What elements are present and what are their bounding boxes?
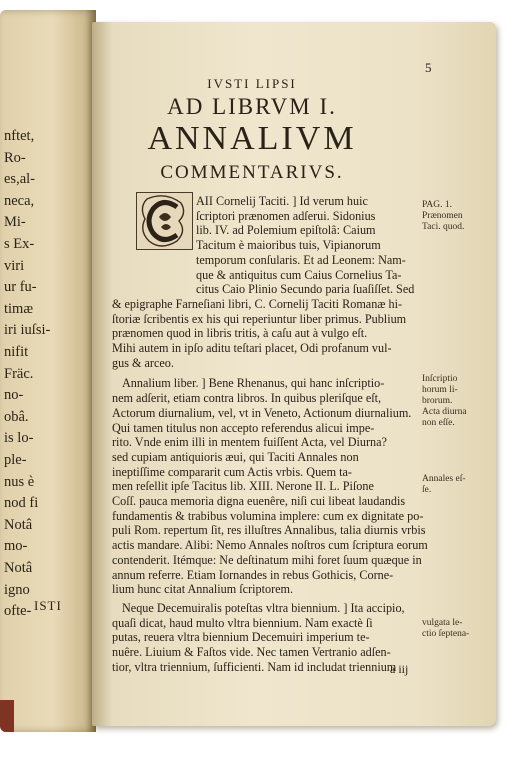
- body-text-line: quaſi dicat, haud multo vltra biennium. Nam exactè ſi: [112, 615, 373, 630]
- body-text-line: tior, vltra triennium, ſufficienti. Nam id includat triennium: [112, 659, 397, 674]
- body-text-line: Mihi autem in ipſo aditu teſtari placet, Odi profanum vul-: [112, 341, 392, 355]
- margin-note-line: ctio ſeptena-: [422, 629, 470, 639]
- ornamental-initial-c-icon: [136, 192, 193, 250]
- left-page-text-line: ple-: [4, 452, 27, 468]
- left-page-text-line: neca,: [4, 192, 35, 209]
- left-page-text-line: nus è: [4, 473, 35, 490]
- margin-note-line: PAG. 1.: [422, 200, 453, 210]
- body-text-line: prænomen quod in libris tritis, à caſu aut à vulgo eſt.: [112, 326, 368, 341]
- left-page-text-line: Notâ: [4, 560, 33, 576]
- body-text-line: que & antiquitus cum Caius Cornelius Ta-: [196, 267, 402, 282]
- body-text-line: sed cupiam antiquioris æui, qui Taciti Annales non: [112, 449, 359, 464]
- left-page-text-line: iri iuſsi-: [4, 322, 51, 339]
- left-page-text-line: Ro-: [4, 149, 26, 166]
- body-text-line: Tacitum è maioribus tuis, Vipianorum: [196, 238, 381, 253]
- body-text-line: putas, reuera vltra biennium Decemuiri imperium te-: [112, 630, 370, 645]
- left-page-text-line: obâ.: [4, 408, 29, 425]
- body-text-line: puli Rom. repertum ſit, res illuſtres Annalibus, talia diurnis vrbis: [112, 523, 426, 538]
- body-text-line: AII Cornelij Taciti. ] Id verum huic: [196, 194, 368, 208]
- margin-note-line: ſe.: [422, 485, 432, 495]
- body-text-line: & epigraphe Farneſiani libri, C. Cornelij Taciti Romanæ hi-: [112, 296, 403, 311]
- left-page-text-line: mo-: [4, 538, 28, 555]
- body-text-line: Qui tamen titulus non accepto referendus alicui impe-: [112, 420, 375, 435]
- header-author: IVSTI LIPSI: [207, 76, 297, 91]
- body-text-line: annum referre. Etiam Iornandes in rebus Gothicis, Corne-: [112, 567, 394, 582]
- body-text-line: citus Caio Plinio Secundo paria ſuaſiſſet. Sed: [196, 282, 415, 297]
- left-page-text-line: s Ex-: [4, 236, 35, 252]
- margin-note-line: Acta diurna: [422, 407, 467, 417]
- left-page-text-line: Mi-: [4, 214, 26, 231]
- body-text-line: lib. IV. ad Polemium epiſtolâ: Caium: [196, 223, 376, 238]
- page-number: 5: [425, 60, 432, 75]
- body-text-line: ſcriptori prænomen adſerui. Sidonius: [196, 208, 376, 223]
- body-text-line: temporum conſularis. Et ad Leonem: Nam-: [196, 252, 406, 267]
- body-text-line: rito. Vnde enim illi in mentem fuiſſent Acta, vel Diurna?: [112, 435, 387, 450]
- left-facing-page: [0, 10, 96, 732]
- margin-note-line: horum li-: [422, 385, 458, 395]
- margin-note-line: Inſcriptio: [422, 374, 458, 384]
- margin-note-line: vulgata le-: [422, 618, 463, 628]
- left-page-text-line: ofte-: [4, 603, 32, 620]
- body-text-line: actis mandare. Alibi: Nemo Annales noſtros cum ſcriptura eorum: [112, 538, 428, 553]
- left-page-text-line: timæ: [4, 300, 34, 317]
- body-text-line: fundamentis & trabibus volumina implere: cum ex dignitate po-: [112, 508, 424, 523]
- left-page-text-line: ur fu-: [4, 279, 37, 296]
- body-text-line: Actorum diurnalium, vel, vt in Veneto, Actionum diurnalium.: [112, 405, 412, 420]
- book-binding-edge: [0, 700, 14, 732]
- header-book: AD LIBRVM I.: [167, 94, 337, 119]
- body-text-line: Coſſ. pauca memoria digna euenêre, niſi cui libeat laudandis: [112, 494, 406, 508]
- left-page-text-line: nftet,: [4, 128, 35, 144]
- left-page-text-line: es,al-: [4, 171, 35, 188]
- right-page: [92, 22, 496, 726]
- left-page-text-line: viri: [4, 257, 25, 274]
- body-text-line: men reſellit ipſe Tacitus lib. XIII. Nerone II. L. Piſone: [112, 479, 374, 494]
- body-text-line: nem adſerit, etiam contra libros. In quibus pleriſque eſt,: [112, 391, 382, 406]
- left-page-text-line: Fräc.: [4, 365, 34, 382]
- margin-note-line: Prænomen: [422, 211, 463, 221]
- left-page-text-line: igno: [4, 581, 30, 598]
- left-page-text-line: Notâ: [4, 516, 33, 533]
- body-text-line: nuêre. Liuium & Faſtos vide. Nec tamen Vertranio adſen-: [112, 645, 391, 659]
- body-text-line: ineptiſſime compararit cum Actis vrbis. Quem ta-: [112, 464, 352, 479]
- signature-mark: a iij: [390, 662, 409, 676]
- header-subtitle: COMMENTARIVS.: [160, 162, 344, 183]
- header-title: ANNALIVM: [147, 120, 357, 157]
- body-text-line: Annalium liber. ] Bene Rhenanus, qui hanc inſcriptio-: [122, 376, 385, 391]
- left-page-text-line: nod fi: [4, 495, 39, 512]
- body-text-line: lium hunc citat Annalium ſcriptorem.: [112, 582, 294, 597]
- left-page-text-line: is lo-: [4, 430, 34, 447]
- body-text-line: contenderit. Itémque: Ne deſtinatum mihi foret ſuum quæque in: [112, 552, 422, 567]
- margin-note-line: Taci. quod.: [422, 222, 465, 232]
- body-text-line: ſtoriæ ſcribentis ex his qui reperiuntur liber primus. Publium: [112, 311, 407, 326]
- left-page-text-line: no-: [4, 387, 24, 404]
- margin-note-line: brorum.: [422, 396, 453, 406]
- margin-note-line: non eſſe.: [422, 418, 455, 428]
- left-page-text-line: nifit: [4, 344, 29, 360]
- body-text-line: gus & arceo.: [112, 355, 174, 370]
- left-catchword: ISTI: [34, 598, 62, 613]
- margin-note-line: Annales eſ-: [422, 474, 466, 484]
- body-text-line: Neque Decemuiralis poteſtas vltra biennium. ] Ita accipio,: [122, 600, 405, 615]
